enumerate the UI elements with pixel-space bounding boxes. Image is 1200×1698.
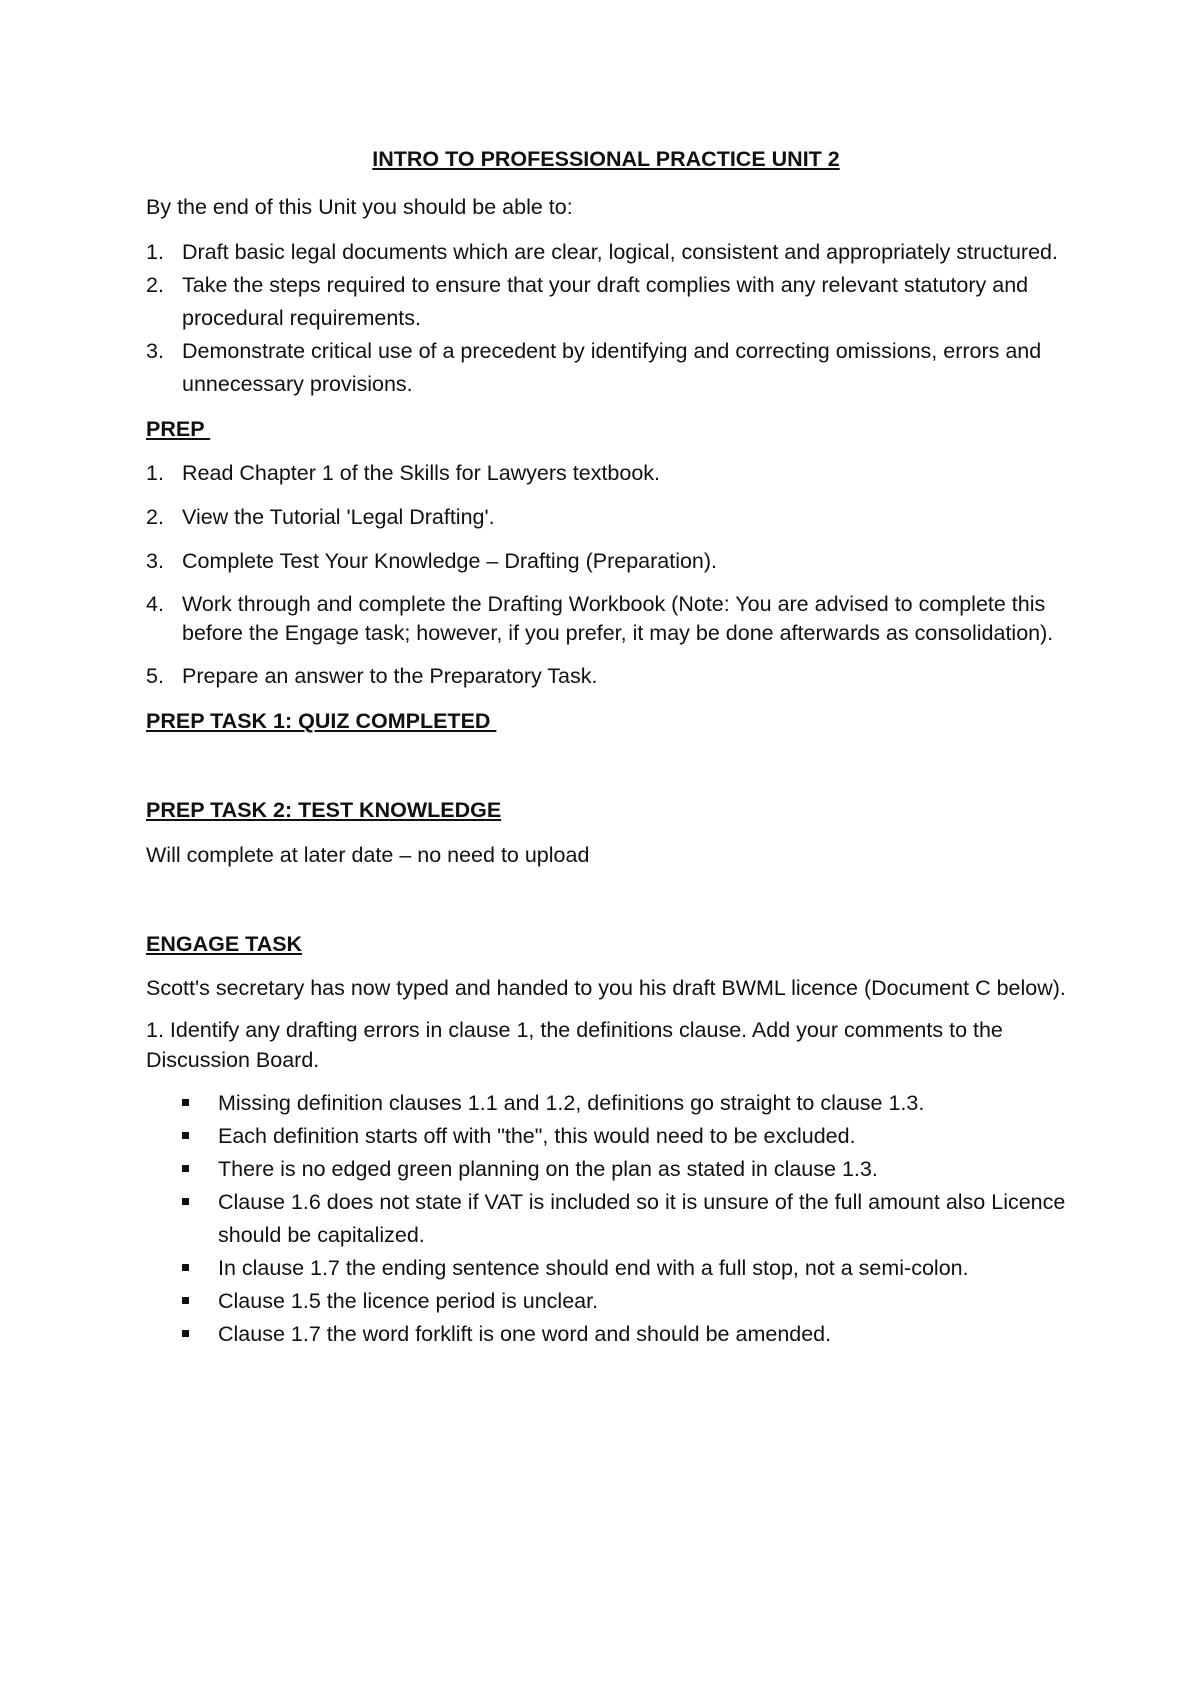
engage-heading: ENGAGE TASK: [146, 932, 303, 956]
list-number: 3.: [146, 549, 164, 573]
square-bullet-icon: [182, 1297, 189, 1304]
objective-text: Draft basic legal documents which are clear, logical, consistent and appropriately structured.: [182, 240, 1058, 264]
prep-item: [146, 661, 1066, 692]
bullet-text: In clause 1.7 the ending sentence should end with a full stop, not a semi-colon.: [218, 1256, 969, 1280]
prep-item-text: View the Tutorial 'Legal Drafting'.: [182, 505, 495, 529]
prep-task2-heading: PREP TASK 2: TEST KNOWLEDGE: [146, 798, 502, 822]
objective-item: [146, 269, 1066, 335]
square-bullet-icon: [182, 1099, 189, 1106]
prep-item: [146, 590, 1066, 648]
prep-item: [146, 502, 1066, 533]
engage-question: 1. Identify any drafting errors in clause 1, the definitions clause. Add your comments to the Discussion Board.: [146, 1018, 1003, 1072]
bullet-text: Missing definition clauses 1.1 and 1.2, definitions go straight to clause 1.3.: [218, 1091, 925, 1115]
prep-item-text: Prepare an answer to the Preparatory Task.: [182, 664, 598, 688]
prep-item: [146, 458, 1066, 489]
list-item: [182, 1087, 1066, 1120]
objective-item: [146, 335, 1066, 401]
bullet-text: Each definition starts off with "the", this would need to be excluded.: [218, 1124, 856, 1148]
prep-task1-heading: PREP TASK 1: QUIZ COMPLETED: [146, 709, 497, 733]
objective-item: [146, 236, 1066, 269]
objective-text: Take the steps required to ensure that your draft complies with any relevant statutory and procedural requirements.: [182, 273, 1029, 330]
list-number: 3.: [146, 339, 164, 363]
square-bullet-icon: [182, 1264, 189, 1271]
prep-item: [146, 546, 1066, 577]
document-title: INTRO TO PROFESSIONAL PRACTICE UNIT 2: [372, 147, 840, 171]
bullet-text: Clause 1.7 the word forklift is one word and should be amended.: [218, 1322, 832, 1346]
document-page: [146, 143, 1066, 1351]
prep-task2-text: Will complete at later date – no need to upload: [146, 843, 590, 867]
list-item: [182, 1318, 1066, 1351]
list-item: [182, 1285, 1066, 1318]
spacer: [146, 884, 1066, 928]
list-number: 5.: [146, 664, 164, 688]
objectives-list: [146, 236, 1066, 401]
list-item: [182, 1120, 1066, 1153]
engage-bullet-list: [182, 1087, 1066, 1351]
square-bullet-icon: [182, 1330, 189, 1337]
square-bullet-icon: [182, 1198, 189, 1205]
bullet-text: There is no edged green planning on the plan as stated in clause 1.3.: [218, 1157, 878, 1181]
engage-intro: Scott's secretary has now typed and handed to you his draft BWML licence (Document C below).: [146, 976, 1066, 1000]
prep-list: [146, 458, 1066, 692]
list-item: [182, 1252, 1066, 1285]
objective-text: Demonstrate critical use of a precedent by identifying and correcting omissions, errors and unnecessary provisions.: [182, 339, 1042, 396]
bullet-text: Clause 1.6 does not state if VAT is included so it is unsure of the full amount also Licence should be capitalized.: [218, 1190, 1066, 1247]
bullet-text: Clause 1.5 the licence period is unclear.: [218, 1289, 599, 1313]
list-number: 2.: [146, 273, 164, 297]
list-item: [182, 1153, 1066, 1186]
list-number: 4.: [146, 592, 164, 616]
square-bullet-icon: [182, 1132, 189, 1139]
list-item: [182, 1186, 1066, 1252]
prep-item-text: Read Chapter 1 of the Skills for Lawyers textbook.: [182, 461, 661, 485]
prep-item-text: Work through and complete the Drafting Workbook (Note: You are advised to complete this before the Engage task; however, if you prefer, it may be done afterwards as consolidation).: [182, 592, 1054, 645]
list-number: 2.: [146, 505, 164, 529]
intro-text: By the end of this Unit you should be able to:: [146, 195, 573, 219]
prep-heading: PREP: [146, 417, 211, 441]
prep-item-text: Complete Test Your Knowledge – Drafting (Preparation).: [182, 549, 718, 573]
square-bullet-icon: [182, 1165, 189, 1172]
list-number: 1.: [146, 461, 164, 485]
list-number: 1.: [146, 240, 164, 264]
spacer: [146, 750, 1066, 794]
